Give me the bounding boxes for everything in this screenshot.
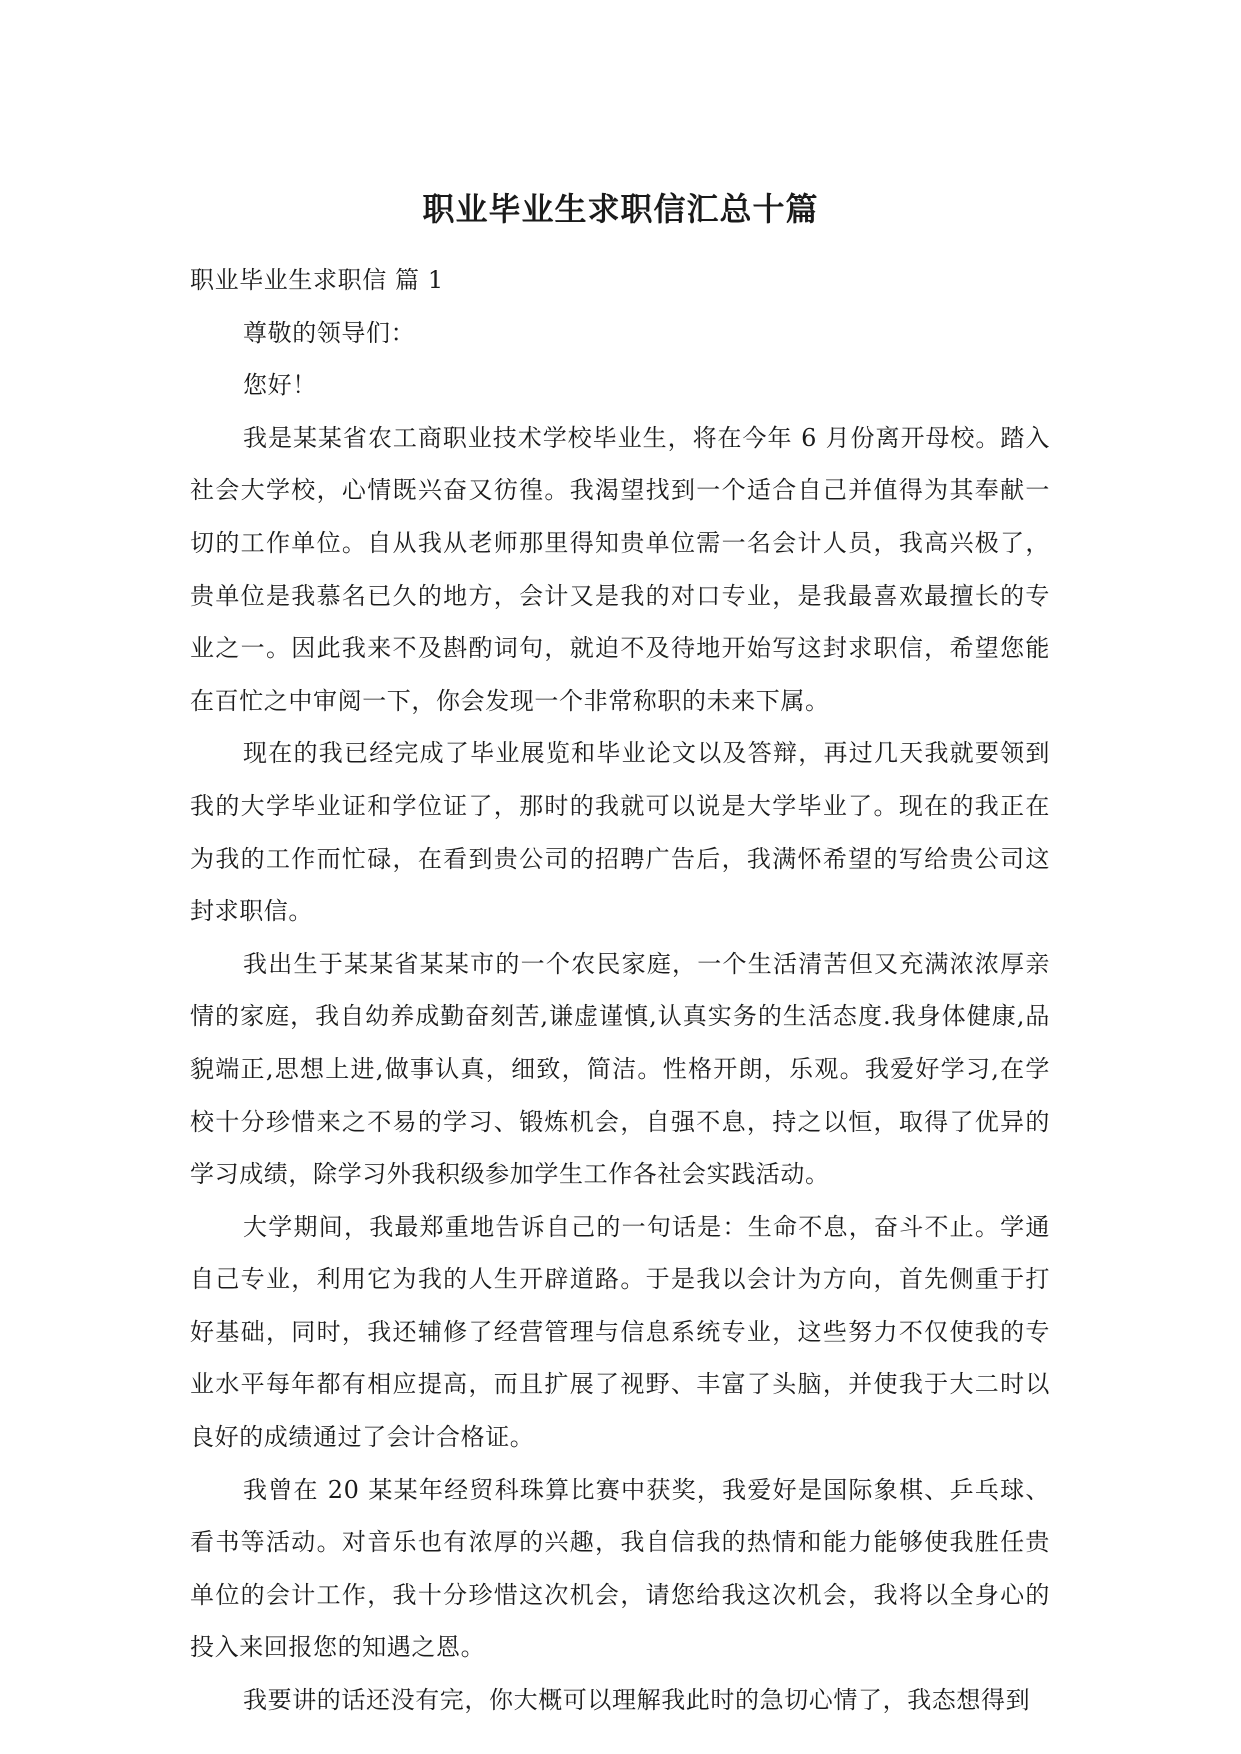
paragraph: 我出生于某某省某某市的一个农民家庭，一个生活清苦但又充满浓浓厚亲情的家庭，我自幼养成勤奋刻苦,谦虚谨慎,认真实务的生活态度.我身体健康,品貌端正,思想上进,做事认真，细致，简洁。性格开朗，乐观。我爱好学习,在学校十分珍惜来之不易的学习、锻炼机会，自强不息，持之以恒，取得了优异的学习成绩，除学习外我积级参加学生工作各社会实践活动。	[190, 949, 1050, 1189]
salutation: 尊敬的领导们：	[243, 318, 416, 347]
section-heading: 职业毕业生求职信 篇 1	[190, 266, 444, 294]
paragraph: 现在的我已经完成了毕业展览和毕业论文以及答辩，再过几天我就要领到我的大学毕业证和学位证了，那时的我就可以说是大学毕业了。现在的我正在为我的工作而忙碌，在看到贵公司的招聘广告后，我满怀希望的写给贵公司这封求职信。	[190, 739, 1050, 926]
paragraph: 我曾在 20 某某年经贸科珠算比赛中获奖，我爱好是国际象棋、乒乓球、看书等活动。对音乐也有浓厚的兴趣，我自信我的热情和能力能够使我胜任贵单位的会计工作，我十分珍惜这次机会，请您给我这次机会，我将以全身心的投入来回报您的知遇之恩。	[190, 1475, 1050, 1662]
document-body	[190, 254, 1050, 1727]
paragraph: 大学期间，我最郑重地告诉自己的一句话是：生命不息，奋斗不止。学通自己专业，利用它为我的人生开辟道路。于是我以会计为方向，首先侧重于打好基础，同时，我还辅修了经营管理与信息系统专业，这些努力不仅使我的专业水平每年都有相应提高，而且扩展了视野、丰富了头脑，并使我于大二时以良好的成绩通过了会计合格证。	[190, 1212, 1050, 1452]
greeting: 您好！	[243, 371, 317, 400]
paragraph: 我是某某省农工商职业技术学校毕业生，将在今年 6 月份离开母校。踏入社会大学校，心情既兴奋又彷徨。我渴望找到一个适合自己并值得为其奉献一切的工作单位。自从我从老师那里得知贵单位需一名会计人员，我高兴极了，贵单位是我慕名已久的地方，会计又是我的对口专业，是我最喜欢最擅长的专业之一。因此我来不及斟酌词句，就迫不及待地开始写这封求职信，希望您能在百忙之中审阅一下，你会发现一个非常称职的未来下属。	[190, 423, 1050, 715]
document-title: 职业毕业生求职信汇总十篇	[422, 190, 819, 228]
paragraph: 我要讲的话还没有完，你大概可以理解我此时的急切心情了，我态想得到	[243, 1686, 1031, 1715]
